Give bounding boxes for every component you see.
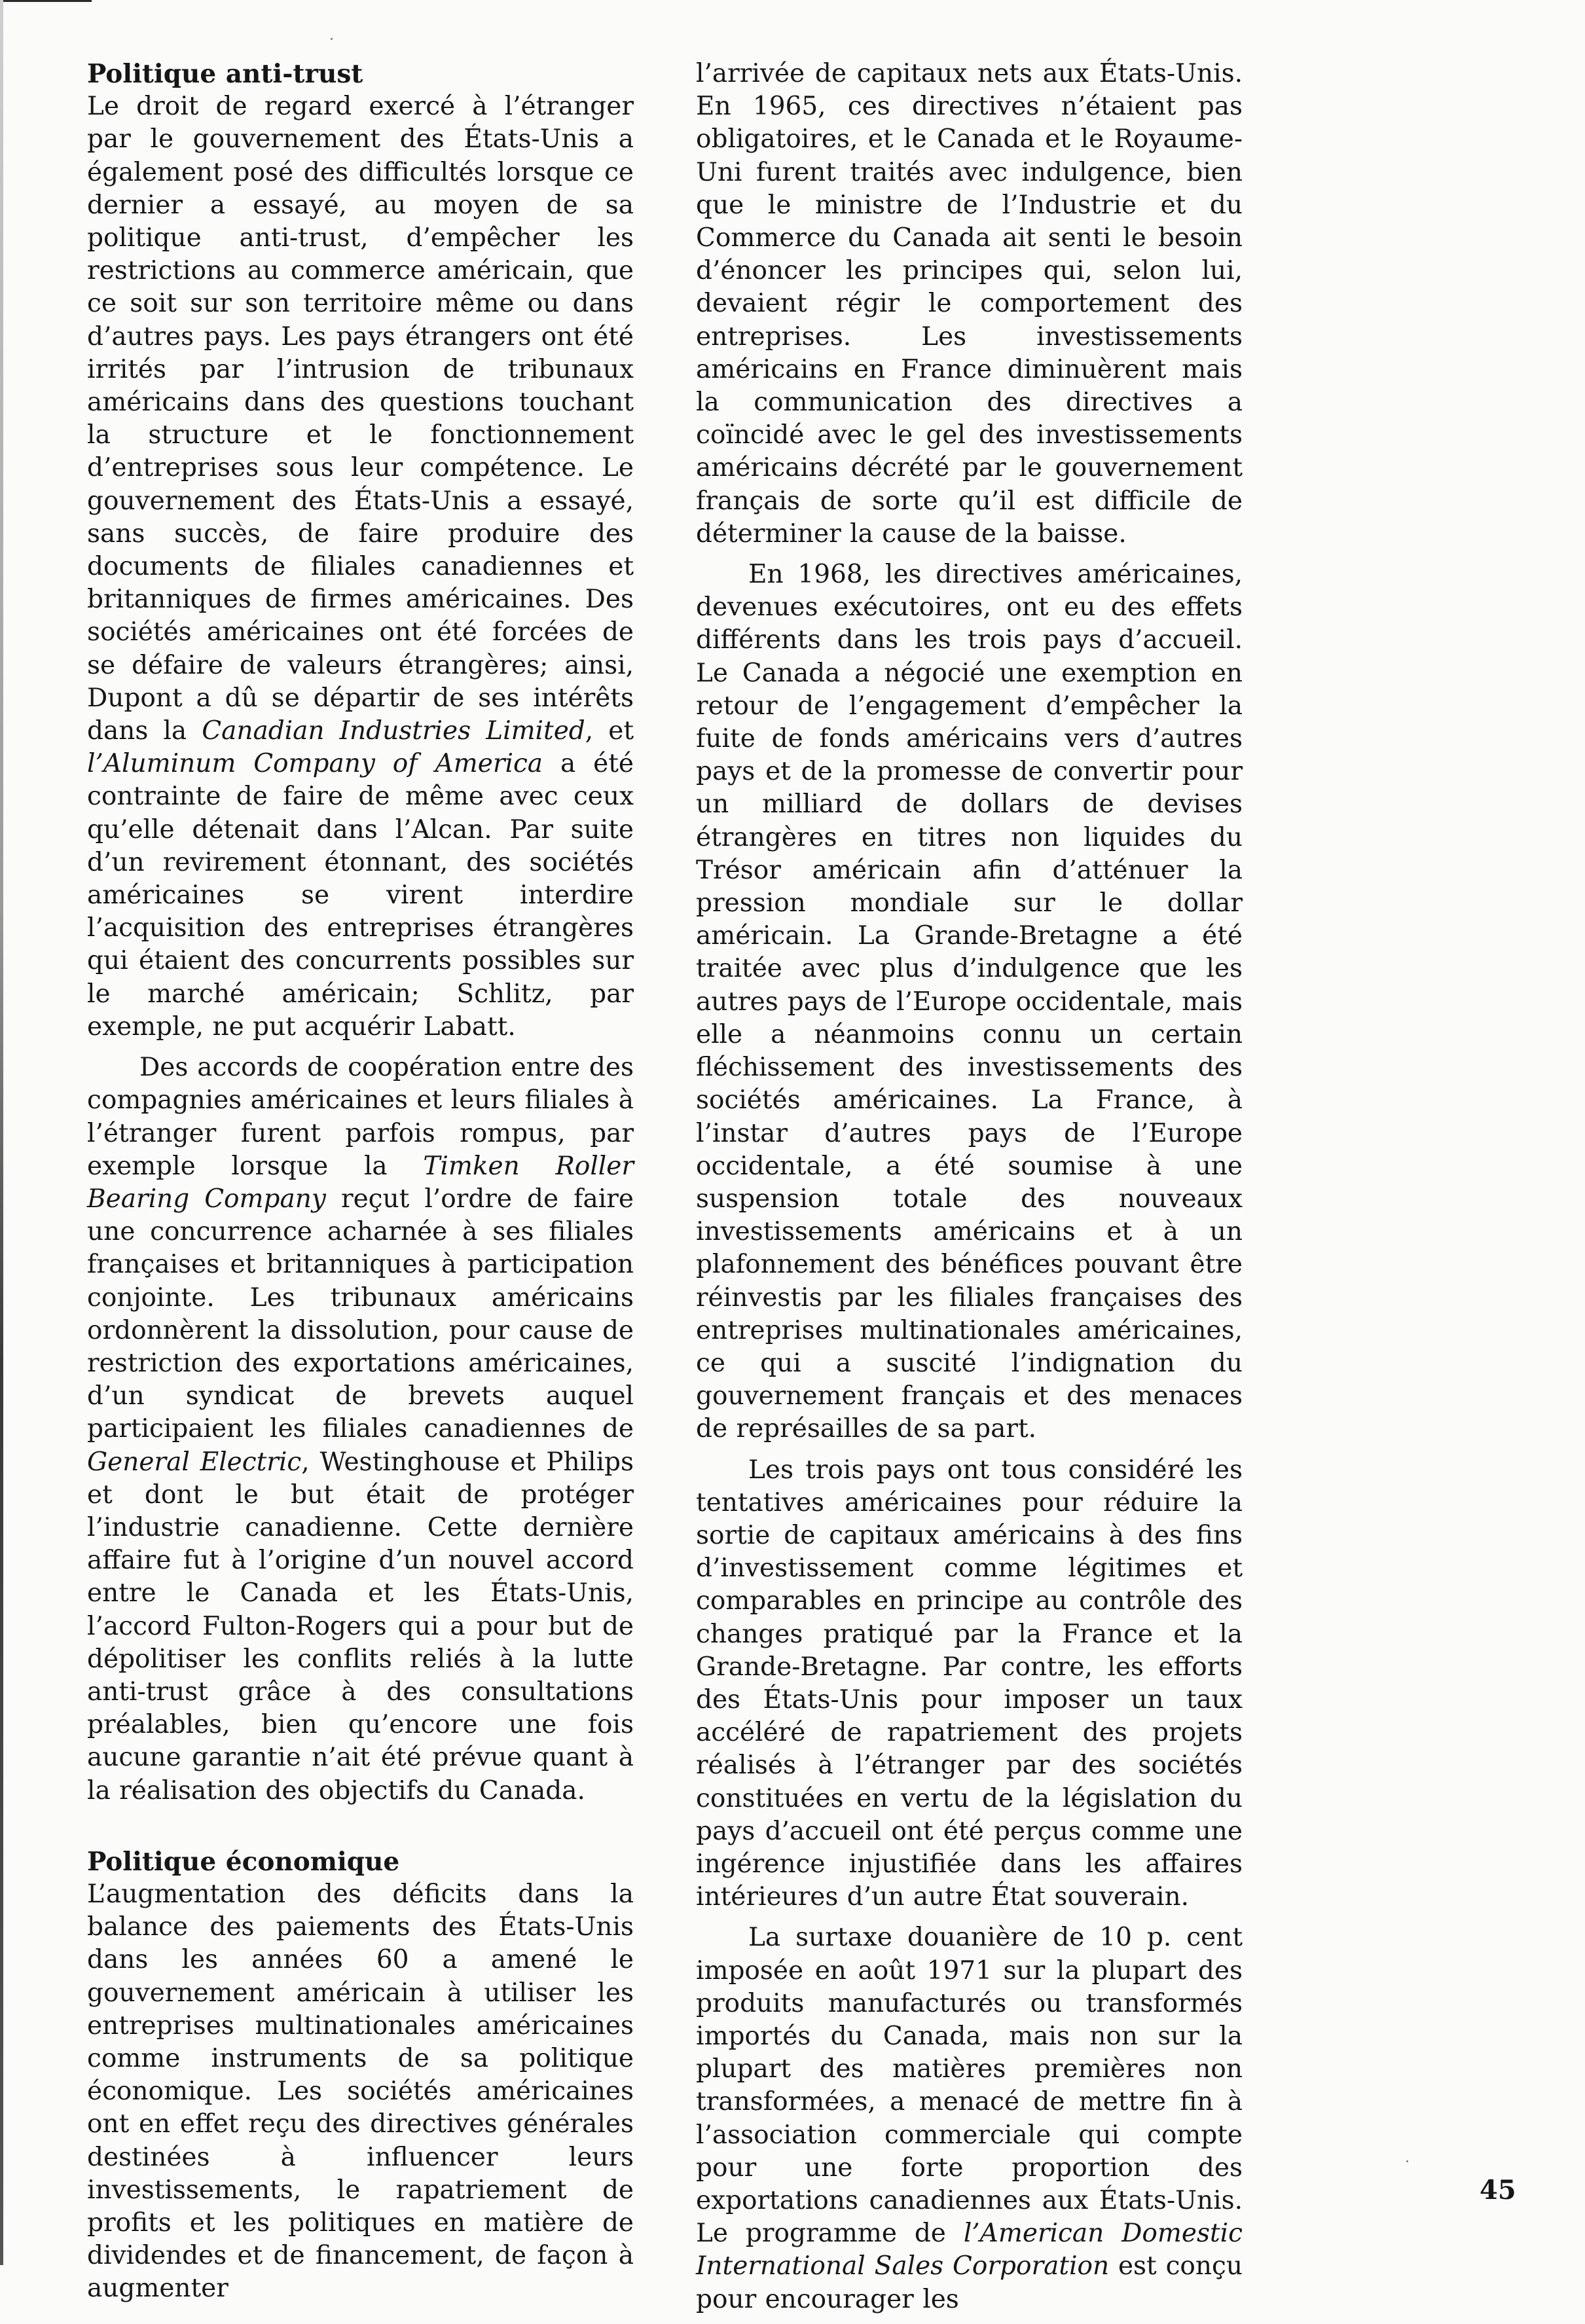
- program-name: l’American Domestic International Sales Corporation: [696, 2219, 1243, 2281]
- page-number: 45: [1480, 2175, 1516, 2206]
- paragraph: l’arrivée de capitaux nets aux États-Unis. En 1965, ces directives n’étaient pas obligatoires, et le Canada et le Royaume-Uni furent traités avec indulgence, bien que le ministre de l’Industrie et du Commerce du Canada ait senti le besoin d’énoncer les principes qui, selon lui, devaient régir le comportement des entreprises. Les investissements américains en France diminuèrent mais la communication des directives a coïncidé avec le gel des investissements américains décrété par le gouvernement français de sorte qu’il est difficile de déterminer la cause de la baisse.: [696, 59, 1243, 549]
- text-run: Le droit de regard exercé à l’étranger par le gouvernement des États-Unis a également posé des difficultés lorsque ce dernier a essayé, au moyen de sa politique anti-trust, d’empêcher les restrictions au commerce américain, que ce soit sur son territoire même ou dans d’autres pays. Les pays étrangers ont été irrités par l’intrusion de tribunaux américains dans des questions touchant la structure et le fonctionnement d’entreprises sous leur compétence. Le gouvernement des États-Unis a essayé, sans succès, de faire produire des documents de filiales canadiennes et britanniques de firmes américaines. Des sociétés américaines ont été forcées de se défaire de valeurs étrangères; ainsi, Dupont a dû se départir de ses intérêts dans la: [87, 92, 634, 746]
- paragraph: Les trois pays ont tous considéré les tentatives américaines pour réduire la sortie de capitaux américains à des fins d’investissement comme légitimes et comparables en principe au contrôle des changes pratiqué par la France et la Grande-Bretagne. Par contre, les efforts des États-Unis pour imposer un taux accéléré de rapatriement des projets réalisés à l’étranger par des sociétés constituées en vertu de la législation du pays d’accueil ont été perçus comme une ingérence injustifiée dans les affaires intérieures d’un autre État souverain.: [696, 1455, 1243, 1912]
- paragraph: L’augmentation des déficits dans la balance des paiements des États-Unis dans les années 60 a amené le gouvernement américain à utiliser les entreprises multinationales américaines comme instruments de sa politique économique. Les sociétés américaines ont en effet reçu des directives générales destinées à influencer leurs investissements, le rapatriement de profits et les politiques en matière de dividendes et de financement, de façon à augmenter: [87, 1879, 634, 2304]
- company-name: Timken Roller Bearing Company: [87, 1151, 634, 1214]
- section-heading-anti-trust: Politique anti-trust: [87, 59, 363, 89]
- right-column: [696, 58, 1243, 2324]
- section-heading-economique: Politique économique: [87, 1846, 400, 1877]
- paragraph: En 1968, les directives américaines, devenues exécutoires, ont eu des effets différents dans les trois pays d’accueil. Le Canada a négocié une exemption en retour de l’engagement d’empêcher la fuite de fonds américains vers d’autres pays et de la promesse de convertir pour un milliard de dollars de devises étrangères en titres non liquides du Trésor américain afin d’atténuer la pression mondiale sur le dollar américain. La Grande-Bretagne a été traitée avec plus d’indulgence que les autres pays de l’Europe occidentale, mais elle a néanmoins connu un certain fléchissement des investissements des sociétés américaines. La France, à l’instar d’autres pays de l’Europe occidentale, a été soumise à une suspension totale des nouveaux investissements américains et à un plafonnement des bénéfices pouvant être réinvestis par les filiales françaises des entreprises multinationales américaines, ce qui a suscité l’indignation du gouvernement français et des menaces de représailles de sa part.: [696, 560, 1243, 1444]
- scan-edge-top: [0, 0, 92, 2]
- paragraph: [696, 1921, 1243, 2315]
- paragraph: [87, 1051, 634, 1807]
- text-run: a été contrainte de faire de même avec ceux qu’elle détenait dans l’Alcan. Par suite d’un revirement étonnant, des sociétés américaines se virent interdire l’acquisition des entreprises étrangères qui étaient des concurrents possibles sur le marché américain; Schlitz, par exemple, ne put acquérir Labatt.: [87, 749, 634, 1042]
- text-run: , et: [585, 716, 634, 746]
- company-name: Canadian Industries Limited: [202, 716, 585, 746]
- left-column: [87, 58, 634, 2314]
- text-run: La surtaxe douanière de 10 p. cent imposée en août 1971 sur la plupart des produits manufacturés ou transformés importés du Canada, mais non sur la plupart des matières premières non transformées, a menacé de mettre fin à l’association commerciale qui compte pour une forte proportion des exportations canadiennes aux États-Unis. Le programme de: [696, 1923, 1243, 2249]
- text-run: , Westinghouse et Philips et dont le but était de protéger l’industrie canadienne. Cette dernière affaire fut à l’origine d’un nouvel accord entre le Canada et les États-Unis, l’accord Fulton-Rogers qui a pour but de dépolitiser les conflits reliés à la lutte anti-trust grâce à des consultations préalables, bien qu’encore une fois aucune garantie n’ait été prévue quant à la réalisation des objectifs du Canada.: [87, 1447, 634, 1806]
- text-run: est conçu pour encourager les: [696, 2251, 1243, 2314]
- company-name: General Electric: [87, 1447, 302, 1477]
- scan-speck: [331, 38, 333, 40]
- text-run: reçut l’ordre de faire une concurrence acharnée à ses filiales françaises et britanniques à participation conjointe. Les tribunaux américains ordonnèrent la dissolution, pour cause de restriction des exportations américaines, d’un syndicat de brevets auquel participaient les filiales canadiennes de: [87, 1184, 634, 1444]
- scan-speck: [1406, 2160, 1408, 2162]
- paragraph: [87, 90, 634, 1044]
- company-name: l’Aluminum Company of America: [87, 749, 543, 779]
- scan-edge-left: [0, 0, 3, 2265]
- text-run: Des accords de coopération entre des compagnies américaines et leurs filiales à l’étranger furent parfois rompus, par exemple lorsque la: [87, 1053, 634, 1181]
